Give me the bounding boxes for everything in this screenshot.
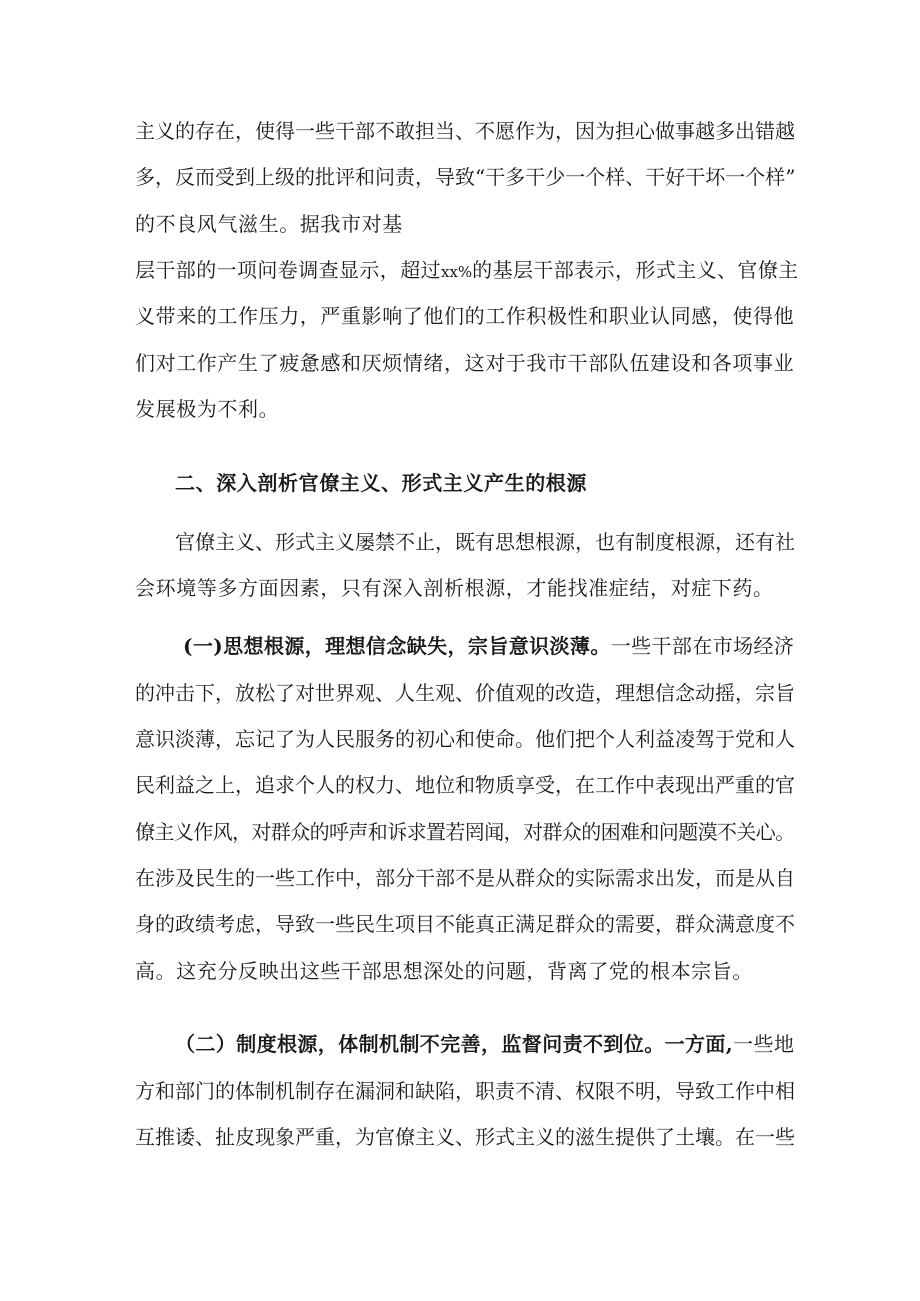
- survey-percentage: xx%: [441, 263, 473, 281]
- paragraph-4-line-1-text: 一些地: [733, 1032, 795, 1056]
- paragraph-1-line-4-text-a: 层干部的一项问卷调查显示，超过: [135, 258, 441, 282]
- paragraph-3-lead: (一)思想根源，理想信念缺失，宗旨意识淡薄。: [183, 634, 611, 658]
- paragraph-1-line-2: 多，反而受到上级的批评和问责，导致“干多干少一个样、干好干坏一个样”: [135, 165, 796, 189]
- paragraph-3-line-4: 民利益之上，追求个人的权力、地位和物质享受，在工作中表现出严重的官: [135, 773, 795, 797]
- paragraph-4-line-2: 方和部门的体制机制存在漏洞和缺陷，职责不清、权限不明，导致工作中相: [135, 1079, 795, 1103]
- paragraph-3-line-7: 身的政绩考虑，导致一些民生项目不能真正满足群众的需要，群众满意度不: [135, 912, 795, 936]
- paragraph-1-line-1: 主义的存在，使得一些干部不敢担当、不愿作为，因为担心做事越多出错越: [135, 119, 795, 143]
- paragraph-3-line-8: 高。这充分反映出这些干部思想深处的问题，背离了党的根本宗旨。: [135, 959, 753, 983]
- paragraph-2-line-2: 会环境等多方面因素，只有深入剖析根源，才能找准症结，对症下药。: [135, 576, 774, 600]
- paragraph-3-line-1: [183, 632, 794, 660]
- paragraph-1-line-4: [135, 256, 799, 286]
- paragraph-4-line-1: [175, 1030, 794, 1058]
- paragraph-3-line-2: 的冲击下，放松了对世界观、人生观、价值观的改造，理想信念动摇，宗旨: [135, 681, 795, 705]
- paragraph-3-line-6: 在涉及民生的一些工作中，部分干部不是从群众的实际需求出发，而是从自: [135, 866, 795, 890]
- section-heading: 二、深入剖析官僚主义、形式主义产生的根源: [175, 471, 587, 495]
- paragraph-2-line-1: 官僚主义、形式主义屡禁不止，既有思想根源，也有制度根源，还有社: [175, 530, 795, 554]
- paragraph-4-lead: （二）制度根源，体制机制不完善，监督问责不到位。一方面,: [175, 1032, 734, 1056]
- paragraph-4-line-3: 互推诿、扯皮现象严重，为官僚主义、形式主义的滋生提供了土壤。在一些: [135, 1125, 795, 1149]
- paragraph-1-line-6: 们对工作产生了疲惫感和厌烦情绪，这对于我市干部队伍建设和各项事业: [135, 351, 795, 375]
- paragraph-1-line-7: 发展极为不利。: [135, 397, 280, 421]
- paragraph-1-line-4-text-b: 的基层干部表示，形式主义、官僚主: [472, 258, 799, 282]
- paragraph-3-line-1-text: 一些干部在市场经济: [610, 634, 795, 658]
- paragraph-3-line-5: 僚主义作风，对群众的呼声和诉求置若罔闻，对群众的困难和问题漠不关心。: [135, 820, 795, 844]
- paragraph-1-line-3: 的不良风气滋生。据我市对基: [135, 212, 403, 236]
- paragraph-1-line-5: 义带来的工作压力，严重影响了他们的工作积极性和职业认同感，使得他: [135, 304, 795, 328]
- paragraph-3-line-3: 意识淡薄，忘记了为人民服务的初心和使命。他们把个人利益凌驾于党和人: [135, 727, 795, 751]
